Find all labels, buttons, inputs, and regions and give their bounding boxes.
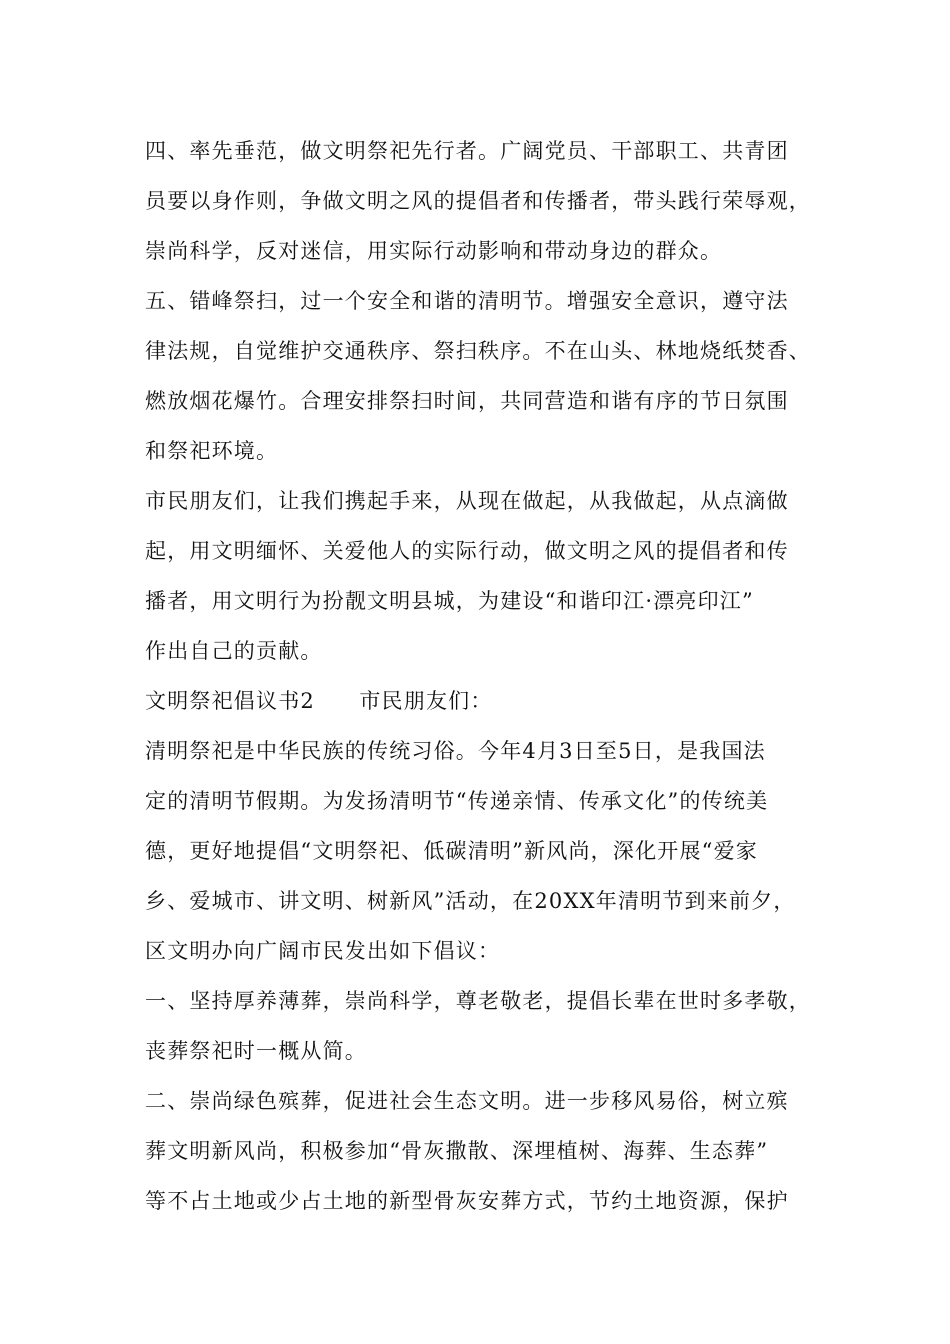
text-line: 丧葬祭祀时一概从简。: [145, 1039, 367, 1063]
text-line: 燃放烟花爆竹。合理安排祭扫时间，共同营造和谐有序的节日氛围: [145, 389, 789, 413]
text-line: 五、错峰祭扫，过一个安全和谐的清明节。增强安全意识，遵守法: [145, 289, 789, 313]
text-line: 和祭祀环境。: [145, 439, 279, 463]
text-line: 等不占土地或少占土地的新型骨灰安葬方式，节约土地资源，保护: [145, 1189, 789, 1213]
text-line: 区文明办向广阔市民发出如下倡议：: [145, 939, 501, 963]
text-line: 一、坚持厚养薄葬，崇尚科学，尊老敬老，提倡长辈在世时多孝敬，: [145, 989, 811, 1013]
text-line: 播者，用文明行为扮靓文明县城，为建设“和谐印江·漂亮印江”: [145, 589, 754, 613]
text-line: 定的清明节假期。为发扬清明节“传递亲情、传承文化”的传统美: [145, 789, 769, 813]
text-line: 清明祭祀是中华民族的传统习俗。今年4月3日至5日，是我国法: [145, 739, 766, 763]
text-line: 市民朋友们，让我们携起手来，从现在做起，从我做起，从点滴做: [145, 489, 789, 513]
text-line: 二、崇尚绿色殡葬，促进社会生态文明。进一步移风易俗，树立殡: [145, 1089, 789, 1113]
text-line: 崇尚科学，反对迷信，用实际行动影响和带动身边的群众。: [145, 239, 723, 263]
text-line: 乡、爱城市、讲文明、树新风”活动，在20XX年清明节到来前夕，: [145, 889, 796, 913]
text-line: 德，更好地提倡“文明祭祀、低碳清明”新风尚，深化开展“爱家: [145, 839, 759, 863]
text-line: 葬文明新风尚，积极参加“骨灰撒散、深埋植树、海葬、生态葬”: [145, 1139, 769, 1163]
text-line: 四、率先垂范，做文明祭祀先行者。广阔党员、干部职工、共青团: [145, 139, 789, 163]
text-line: 员要以身作则，争做文明之风的提倡者和传播者，带头践行荣辱观，: [145, 189, 811, 213]
section-heading: 文明祭祀倡议书2 市民朋友们：: [145, 689, 493, 713]
text-line: 作出自己的贡献。: [145, 639, 323, 663]
text-line: 起，用文明缅怀、关爱他人的实际行动，做文明之风的提倡者和传: [145, 539, 789, 563]
text-line: 律法规，自觉维护交通秩序、祭扫秩序。不在山头、林地烧纸焚香、: [145, 339, 811, 363]
